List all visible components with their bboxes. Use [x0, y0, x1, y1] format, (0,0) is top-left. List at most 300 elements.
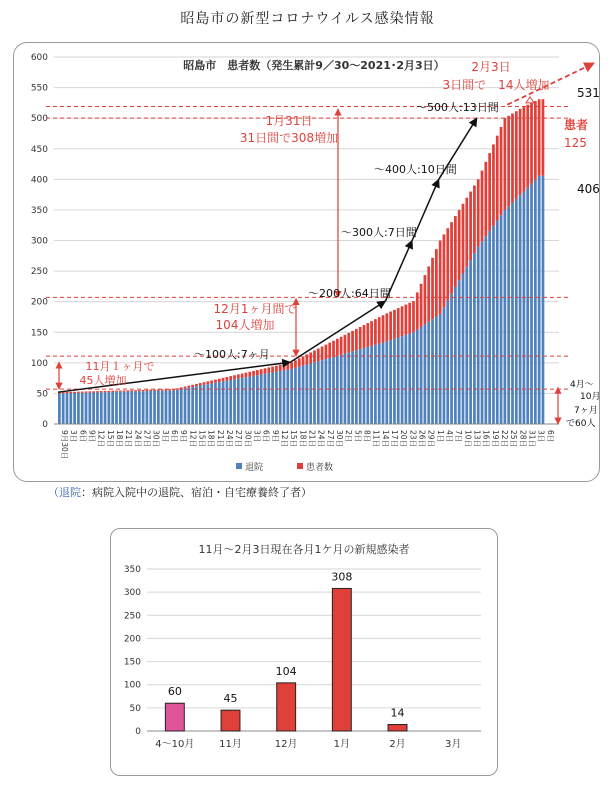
- bar-recovered: [496, 220, 499, 424]
- bar-patients: [248, 372, 251, 377]
- bar-recovered: [317, 361, 320, 424]
- bar-recovered: [507, 206, 510, 424]
- x-tick-label: 3日: [160, 430, 170, 443]
- bar-patients: [237, 374, 240, 378]
- y-tick-label: 100: [30, 358, 48, 369]
- bar-patients: [264, 368, 267, 373]
- x-tick-label: 27日: [234, 430, 244, 448]
- data-label: 60: [167, 685, 182, 699]
- bar-patients: [286, 363, 289, 370]
- bar-patients: [157, 390, 160, 391]
- bar-patients: [111, 391, 114, 392]
- bar-recovered: [309, 363, 312, 424]
- bar-patients: [66, 392, 69, 393]
- bar-patients: [252, 371, 255, 376]
- bar-recovered: [431, 319, 434, 424]
- y-tick-label: 500: [30, 114, 48, 125]
- bar-recovered: [111, 392, 114, 424]
- bar-patients: [96, 391, 99, 392]
- bar-patients: [321, 347, 324, 361]
- bar-recovered: [385, 341, 388, 424]
- bar-patients: [283, 364, 286, 370]
- bar-recovered: [180, 389, 183, 424]
- bar-recovered: [264, 374, 267, 424]
- bar-patients: [176, 388, 179, 389]
- bar-patients: [134, 390, 137, 391]
- bar-recovered: [294, 368, 297, 424]
- bar: [221, 710, 240, 731]
- bar-recovered: [351, 351, 354, 424]
- x-tick-label: 10日: [463, 430, 473, 448]
- bar-recovered: [446, 300, 449, 424]
- bar-patients: [241, 374, 244, 378]
- bar-recovered: [306, 365, 309, 424]
- bar-patients: [366, 323, 369, 347]
- bar-patients: [370, 321, 373, 346]
- x-tick-label: 6日: [78, 430, 88, 443]
- bar-recovered: [275, 372, 278, 424]
- bar-patients: [416, 292, 419, 329]
- bar-patients: [142, 390, 145, 391]
- bar-recovered: [363, 348, 366, 424]
- bar-patients: [446, 228, 449, 300]
- bar-recovered: [450, 294, 453, 424]
- x-tick-label: 12日: [188, 430, 198, 448]
- bar-patients: [184, 387, 187, 389]
- bar-patients: [538, 99, 541, 175]
- bar-patients: [119, 391, 122, 392]
- bar-patients: [344, 335, 347, 354]
- bar-recovered: [142, 391, 145, 424]
- bar-recovered: [439, 314, 442, 424]
- bar-patients: [401, 306, 404, 336]
- x-tick-label: 21日: [215, 430, 225, 448]
- bar-patients: [115, 391, 118, 392]
- x-tick-label: 30日: [335, 430, 344, 448]
- x-tick-label: 24日: [225, 430, 234, 448]
- bar-recovered: [542, 176, 545, 424]
- bar-recovered: [184, 388, 187, 424]
- bar-recovered: [260, 374, 263, 424]
- bar-recovered: [435, 317, 438, 424]
- bar-patients: [439, 241, 442, 314]
- bar-patients: [397, 308, 400, 337]
- annotation-nov-2: 45人増加: [79, 374, 127, 387]
- annotation-m200: ～200人:64日間: [308, 287, 391, 300]
- note-text: ：病院入院中の退院、宿泊・自宅療養終了者）: [81, 486, 312, 499]
- x-tick-label: 8日: [362, 430, 372, 443]
- bar-recovered: [66, 393, 69, 424]
- bar-patients: [88, 391, 91, 392]
- bar-patients: [77, 392, 80, 393]
- bar-patients: [534, 101, 537, 180]
- x-tick-label: 19日: [490, 430, 500, 448]
- y-tick-label: 450: [30, 144, 48, 155]
- bar-recovered: [146, 391, 149, 424]
- data-label: 14: [390, 706, 405, 720]
- y-tick-label: 250: [123, 611, 141, 622]
- bar-recovered: [73, 393, 76, 424]
- bar-recovered: [298, 367, 301, 424]
- legend-swatch: [297, 463, 303, 469]
- bar-patients: [484, 162, 487, 236]
- bar-recovered: [267, 373, 270, 424]
- x-tick-label: 9月30日: [60, 430, 69, 460]
- y-tick-label: 0: [42, 420, 48, 430]
- bar-patients: [420, 284, 423, 327]
- x-tick-label: 11日: [371, 430, 381, 448]
- bar-patients: [385, 313, 388, 341]
- annotation-m300: ～300人:7日間: [341, 226, 417, 239]
- bar-recovered: [279, 371, 282, 424]
- bar-patients: [294, 360, 297, 368]
- x-tick-label: 21日: [307, 430, 317, 448]
- bar-recovered: [85, 393, 88, 424]
- bar-patients: [347, 333, 350, 353]
- monthly-chart-panel: [110, 528, 498, 776]
- bar-recovered: [92, 392, 95, 424]
- bar-patients: [363, 325, 366, 348]
- bar-recovered: [195, 386, 198, 424]
- bar-recovered: [397, 337, 400, 424]
- bar-patients: [340, 337, 343, 355]
- bar-recovered: [157, 391, 160, 424]
- bar: [332, 588, 351, 731]
- bar-patients: [207, 381, 210, 384]
- bar-recovered: [286, 370, 289, 424]
- y-tick-label: 100: [123, 680, 141, 691]
- x-tick-label: 6日: [261, 430, 271, 443]
- x-tick-label: 18日: [298, 430, 308, 448]
- x-tick-label: 3月: [444, 739, 462, 750]
- bar-recovered: [127, 392, 130, 424]
- bar-recovered: [119, 392, 122, 424]
- x-tick-label: 2月: [389, 739, 406, 750]
- annotation-a406: 406: [577, 182, 599, 196]
- bar-patients: [123, 390, 126, 391]
- bar-recovered: [130, 391, 133, 424]
- bar-patients: [542, 99, 545, 175]
- bar-recovered: [424, 324, 427, 424]
- bar-recovered: [226, 381, 229, 424]
- bar-patients: [412, 301, 415, 332]
- data-label: 104: [275, 664, 297, 678]
- monthly-chart: [111, 529, 497, 775]
- y-tick-label: 350: [30, 205, 48, 216]
- x-tick-label: 15日: [197, 430, 207, 448]
- y-tick-label: 400: [30, 175, 48, 186]
- annotation-nov-1: 11月１ヶ月で: [85, 360, 155, 373]
- bar-recovered: [237, 379, 240, 424]
- x-tick-label: 9日: [87, 430, 97, 443]
- annotation-kanja-n: 125: [564, 136, 587, 150]
- x-tick-label: 5日: [353, 430, 363, 443]
- bar-patients: [332, 341, 335, 357]
- x-tick-label: 4日: [445, 430, 454, 443]
- bar-recovered: [416, 330, 419, 424]
- y-tick-label: 200: [123, 634, 141, 645]
- bar-patients: [153, 390, 156, 391]
- bar-patients: [382, 315, 385, 342]
- bar-patients: [519, 109, 522, 195]
- bar-patients: [218, 379, 221, 382]
- x-tick-label: 3日: [69, 430, 79, 443]
- annotation-apr-1: 4月～: [570, 380, 594, 390]
- x-tick-label: 30日: [243, 430, 253, 448]
- bar-recovered: [290, 369, 293, 424]
- annotation-dec-1: 12月1ヶ月間で: [213, 302, 297, 316]
- bar-recovered: [382, 343, 385, 424]
- bar-patients: [195, 384, 198, 386]
- bar-patients: [233, 375, 236, 379]
- bar-recovered: [283, 370, 286, 424]
- bar-recovered: [161, 391, 164, 424]
- bar-recovered: [176, 390, 179, 424]
- bar-patients: [355, 329, 358, 350]
- bar-recovered: [325, 359, 328, 424]
- bar-patients: [389, 312, 392, 341]
- bar-patients: [462, 204, 465, 274]
- y-tick-label: 600: [30, 53, 48, 63]
- bar-patients: [226, 377, 229, 381]
- x-tick-label: 7日: [454, 430, 464, 443]
- x-tick-label: 20日: [399, 430, 409, 448]
- bar-recovered: [256, 375, 259, 424]
- legend-swatch: [236, 463, 242, 469]
- bar-recovered: [484, 236, 487, 424]
- bar-patients: [515, 111, 518, 199]
- bar-recovered: [165, 391, 168, 424]
- annotation-kanja: 患者: [564, 118, 589, 132]
- bar-recovered: [336, 356, 339, 424]
- bar-recovered: [149, 391, 152, 424]
- bar-patients: [214, 380, 217, 383]
- y-tick-label: 250: [30, 267, 48, 278]
- bar-recovered: [393, 339, 396, 424]
- bar-recovered: [172, 390, 175, 424]
- bar-recovered: [271, 372, 274, 424]
- bar-patients: [73, 392, 76, 393]
- bar-patients: [359, 327, 362, 349]
- bar-patients: [191, 385, 194, 387]
- bar-recovered: [321, 360, 324, 424]
- x-tick-label: 9日: [270, 430, 280, 443]
- y-tick-label: 300: [30, 236, 48, 247]
- x-tick-label: 16日: [481, 430, 491, 448]
- bar-patients: [477, 179, 480, 246]
- bar-patients: [100, 391, 103, 392]
- bar-patients: [431, 258, 434, 319]
- annotation-apr-3: 7ヶ月: [574, 406, 598, 416]
- x-tick-label: 22日: [500, 430, 509, 448]
- x-tick-label: 27日: [325, 430, 335, 448]
- bar-recovered: [534, 180, 537, 424]
- bar-patients: [256, 370, 259, 375]
- bar-recovered: [412, 332, 415, 424]
- annotation-jan31-1: 1月31日: [265, 114, 313, 128]
- bar-recovered: [218, 382, 221, 424]
- bar-recovered: [427, 322, 430, 424]
- bar-recovered: [313, 362, 316, 424]
- page-title: 昭島市の新型コロナウイルス感染情報: [180, 11, 435, 27]
- bar-patients: [149, 390, 152, 391]
- y-tick-label: 50: [129, 703, 141, 714]
- y-tick-label: 50: [36, 389, 48, 400]
- y-tick-label: 550: [30, 83, 48, 94]
- bar-patients: [393, 310, 396, 339]
- annotation-feb3-1: 2月3日: [471, 60, 511, 74]
- cumulative-chart-panel: [13, 42, 600, 482]
- x-tick-label: 6日: [170, 430, 179, 443]
- bar-patients: [210, 380, 213, 383]
- bar-patients: [523, 107, 526, 192]
- bar-recovered: [199, 386, 202, 424]
- bar-recovered: [462, 274, 465, 424]
- bar-recovered: [96, 392, 99, 424]
- bar-recovered: [229, 380, 232, 424]
- bar-recovered: [355, 350, 358, 424]
- annotation-m500: ～500人:13日間: [416, 101, 499, 114]
- bar-recovered: [469, 260, 472, 424]
- bar-patients: [267, 367, 270, 373]
- bar-patients: [298, 358, 301, 366]
- y-tick-label: 350: [123, 565, 141, 575]
- bar-patients: [458, 210, 461, 280]
- bar-recovered: [477, 247, 480, 424]
- bar-patients: [317, 349, 320, 362]
- bar-patients: [279, 365, 282, 371]
- annotation-apr-4: で60人: [566, 419, 596, 429]
- data-label: 45: [223, 692, 238, 706]
- bar-recovered: [389, 340, 392, 424]
- y-tick-label: 150: [30, 328, 48, 339]
- bar-recovered: [454, 287, 457, 424]
- bar-patients: [245, 373, 248, 378]
- bar-recovered: [77, 393, 80, 424]
- annotation-apr-2: 10月: [580, 392, 599, 402]
- x-tick-label: 24日: [316, 430, 326, 448]
- x-tick-label: 26日: [417, 430, 427, 448]
- bar-recovered: [443, 307, 446, 424]
- x-tick-label: 11月: [219, 739, 242, 750]
- x-tick-label: 18日: [115, 430, 124, 448]
- y-tick-label: 0: [135, 727, 141, 737]
- x-tick-label: 17日: [390, 430, 399, 448]
- bar-recovered: [492, 226, 495, 424]
- bar-recovered: [69, 393, 72, 424]
- x-tick-label: 29日: [426, 430, 436, 448]
- x-tick-label: 2日: [344, 430, 354, 443]
- bar-patients: [203, 382, 206, 385]
- bar-recovered: [332, 357, 335, 424]
- x-tick-label: 14日: [380, 430, 390, 448]
- bar-recovered: [153, 391, 156, 424]
- y-tick-label: 200: [30, 297, 48, 308]
- small-up-arrow: [526, 97, 534, 103]
- bar-recovered: [81, 393, 84, 424]
- annotation-jan31-2: 31日間で308増加: [239, 131, 339, 145]
- bar-patients: [187, 386, 190, 388]
- bar-patients: [526, 105, 529, 188]
- bar-recovered: [62, 393, 65, 424]
- bar-recovered: [408, 334, 411, 424]
- x-tick-label: 1月: [333, 739, 351, 750]
- bar-recovered: [515, 199, 518, 424]
- bar-patients: [488, 153, 491, 231]
- bar-patients: [275, 366, 278, 372]
- bar-recovered: [88, 393, 91, 424]
- monthly-chart-title: 11月～2月3日現在各月1ケ月の新規感染者: [198, 543, 410, 556]
- bar-recovered: [328, 358, 331, 424]
- bar-patients: [408, 303, 411, 334]
- bar-recovered: [248, 377, 251, 424]
- bar-recovered: [420, 327, 423, 424]
- bar-recovered: [245, 377, 248, 424]
- bar-patients: [481, 171, 484, 242]
- x-tick-label: 24日: [133, 430, 143, 448]
- bar-recovered: [401, 336, 404, 424]
- bar-patients: [465, 198, 468, 267]
- annotation-dec-2: 104人増加: [215, 318, 275, 332]
- bar-patients: [130, 390, 133, 391]
- bar-patients: [127, 390, 130, 391]
- bar-patients: [260, 369, 263, 374]
- x-tick-label: 30日: [151, 430, 161, 448]
- bar-patients: [325, 345, 328, 359]
- x-tick-label: 21日: [124, 430, 134, 448]
- bar-recovered: [458, 280, 461, 424]
- bar-recovered: [100, 392, 103, 424]
- bar-patients: [504, 118, 507, 210]
- bar-recovered: [233, 379, 236, 424]
- x-tick-label: 12月: [274, 739, 298, 750]
- bar-recovered: [168, 390, 171, 424]
- bar-patients: [427, 266, 430, 321]
- bar: [165, 703, 184, 731]
- bar-recovered: [504, 210, 507, 424]
- bar-recovered: [134, 391, 137, 424]
- bar-recovered: [374, 345, 377, 424]
- cumulative-chart: [14, 43, 599, 481]
- legend-note: [48, 484, 312, 500]
- bar-recovered: [138, 391, 141, 424]
- x-tick-label: 28日: [518, 430, 528, 448]
- bar-recovered: [526, 188, 529, 424]
- x-tick-label: 9日: [179, 430, 189, 443]
- bar-recovered: [465, 267, 468, 424]
- bar-recovered: [500, 215, 503, 424]
- bar-patients: [378, 317, 381, 343]
- bar-recovered: [473, 253, 476, 424]
- bar-patients: [108, 391, 111, 392]
- bar: [388, 725, 407, 731]
- annotation-m100: ～100人:7ヶ月: [194, 348, 270, 361]
- x-tick-label: 1日: [435, 430, 445, 443]
- x-tick-label: 15日: [105, 430, 115, 448]
- bar-recovered: [187, 388, 190, 424]
- x-tick-label: 31日: [527, 430, 537, 448]
- bar-recovered: [58, 393, 61, 424]
- bar-patients: [469, 192, 472, 261]
- bar: [277, 683, 296, 731]
- bar-recovered: [481, 241, 484, 424]
- bar-recovered: [302, 366, 305, 424]
- x-tick-label: 4～10月: [155, 739, 195, 750]
- bar-patients: [271, 367, 274, 373]
- bar-recovered: [511, 203, 514, 424]
- bar-patients: [374, 319, 377, 345]
- bar-patients: [302, 356, 305, 365]
